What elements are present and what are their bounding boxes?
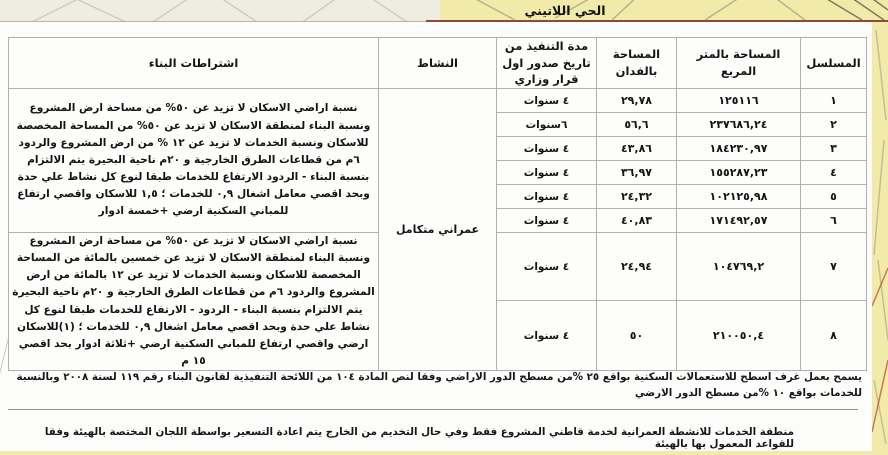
cell-area-sqm: ١٨٤٢٣٠,٩٧ <box>677 137 801 161</box>
cell-serial: ٤ <box>801 161 867 185</box>
cell-area-feddan: ٥٠ <box>597 301 677 371</box>
cell-area-sqm: ١٠٢١٢٥,٩٨ <box>677 185 801 209</box>
header-divider-gray <box>0 21 426 22</box>
header-serial: المسلسل <box>801 38 867 89</box>
cell-area-feddan: ٢٤,٣٢ <box>597 185 677 209</box>
cell-exec-period: ٤ سنوات <box>497 161 597 185</box>
cell-area-sqm: ١٥٥٢٨٧,٢٣ <box>677 161 801 185</box>
header-requirements: اشتراطات البناء <box>9 38 379 89</box>
cell-exec-period: ٤ سنوات <box>497 209 597 233</box>
cell-area-feddan: ٣٦,٩٧ <box>597 161 677 185</box>
cell-serial: ٥ <box>801 185 867 209</box>
cell-exec-period: ٤ سنوات <box>497 137 597 161</box>
header-area-sqm: المساحة بالمتر المربع <box>677 38 801 89</box>
cell-area-feddan: ٤٣,٨٦ <box>597 137 677 161</box>
document-panel <box>0 22 872 451</box>
cell-serial: ٣ <box>801 137 867 161</box>
cell-area-sqm: ١٠٤٧٦٩,٢ <box>677 233 801 301</box>
cell-serial: ٨ <box>801 301 867 371</box>
page-title: الحي اللاتيني <box>524 3 606 18</box>
cell-serial: ٢ <box>801 113 867 137</box>
cell-area-sqm: ١٧١٤٩٢,٥٧ <box>677 209 801 233</box>
cell-area-sqm: ٢١٠٠٥٠,٤ <box>677 301 801 371</box>
cell-area-sqm: ١٢٥١١٦ <box>677 89 801 113</box>
header-exec-period: مدة التنفيذ من تاريخ صدور اول قرار وزاري <box>497 38 597 89</box>
regulations-table <box>8 37 867 371</box>
table-header-row <box>9 38 867 89</box>
cell-exec-period: ٦سنوات <box>497 113 597 137</box>
cell-area-feddan: ٢٩,٧٨ <box>597 89 677 113</box>
cell-activity: عمراني متكامل <box>379 89 497 371</box>
header-divider-red <box>426 20 888 22</box>
cell-exec-period: ٤ سنوات <box>497 89 597 113</box>
header-area-feddan: المساحة بالفدان <box>597 38 677 89</box>
cell-exec-period: ٤ سنوات <box>497 301 597 371</box>
cell-area-feddan: ٢٤,٩٤ <box>597 233 677 301</box>
cell-exec-period: ٤ سنوات <box>497 233 597 301</box>
cell-area-feddan: ٤٠,٨٣ <box>597 209 677 233</box>
cell-serial: ٦ <box>801 209 867 233</box>
cell-requirements-block-2: نسبة اراضي الاسكان لا تزيد عن ٥٠% من مساحة ارض المشروع ونسبة البناء لمنطقة الاسكان لا تزيد عن خمسين بالمائة من المساحة المخصصة للاسكان ونسبة الخدمات لا تزيد عن ١٢ بالمائة من ارض المشروع والردود ٦م من قطاعات الطرق الخارجية و ٢٠م ناحية البحيرة يتم الالتزام بنسبة البناء - الردود - الارتفاع للخدمات طبقا لنوع كل نشاط علي حدة وبحد اقصي معامل اشغال ٠,٩ للخدمات ؛ (١)للاسكان ارضي واقصي ارتفاع للمباني السكنية ارضي +ثلاثة ادوار بحد اقصي ١٥ م <box>9 233 379 371</box>
footnote-services-area: منطقة الخدمات للانشطة العمرانية لخدمة قاطني المشروع فقط وفي حال التخديم من الخارج يتم اعادة التسعير بواسطة اللجان المختصة بالهيئة وفقا للقواعد المعمول بها بالهيئة <box>44 426 794 450</box>
cell-requirements-block-1: نسبة اراضي الاسكان لا تزيد عن ٥٠% من مساحة ارض المشروع ونسبة البناء لمنطقة الاسكان لا تزيد عن ٥٠% من المساحة المخصصة للاسكان ونسبة الخدمات لا تزيد عن ١٢ % من ارض المشروع والردود ٦م من قطاعات الطرق الخارجية و ٢٠م ناحية البحيرة يتم الالتزام بنسبة البناء - الردود الارتفاع للخدمات طبقا لنوع كل نشاط علي حدة وبحد اقصي معامل اشغال ٠,٩ للخدمات ؛ ١,٥ للاسكان واقصي ارتفاع للمباني السكنية ارضي +خمسة ادوار <box>9 89 379 233</box>
cell-serial: ١ <box>801 89 867 113</box>
table-row <box>9 89 867 113</box>
footnote-separator <box>8 409 858 410</box>
cell-area-sqm: ٢٣٧٦٨٦,٢٤ <box>677 113 801 137</box>
cell-serial: ٧ <box>801 233 867 301</box>
header-activity: النشاط <box>379 38 497 89</box>
cell-area-feddan: ٥٦,٦ <box>597 113 677 137</box>
cell-exec-period: ٤ سنوات <box>497 185 597 209</box>
footnote-roof-rooms: يسمح بعمل غرف اسطح للاستعمالات السكنية بواقع ٢٥ %من مسطح الدور الاراضي وفقا لنص المادة ١٠٤ من اللائحة التنفيذية لقانون البناء رقم ١١٩ لسنة ٢٠٠٨ وبالنسبة للخدمات بواقع ١٠ %من مسطح الدور الارضي <box>16 371 862 400</box>
